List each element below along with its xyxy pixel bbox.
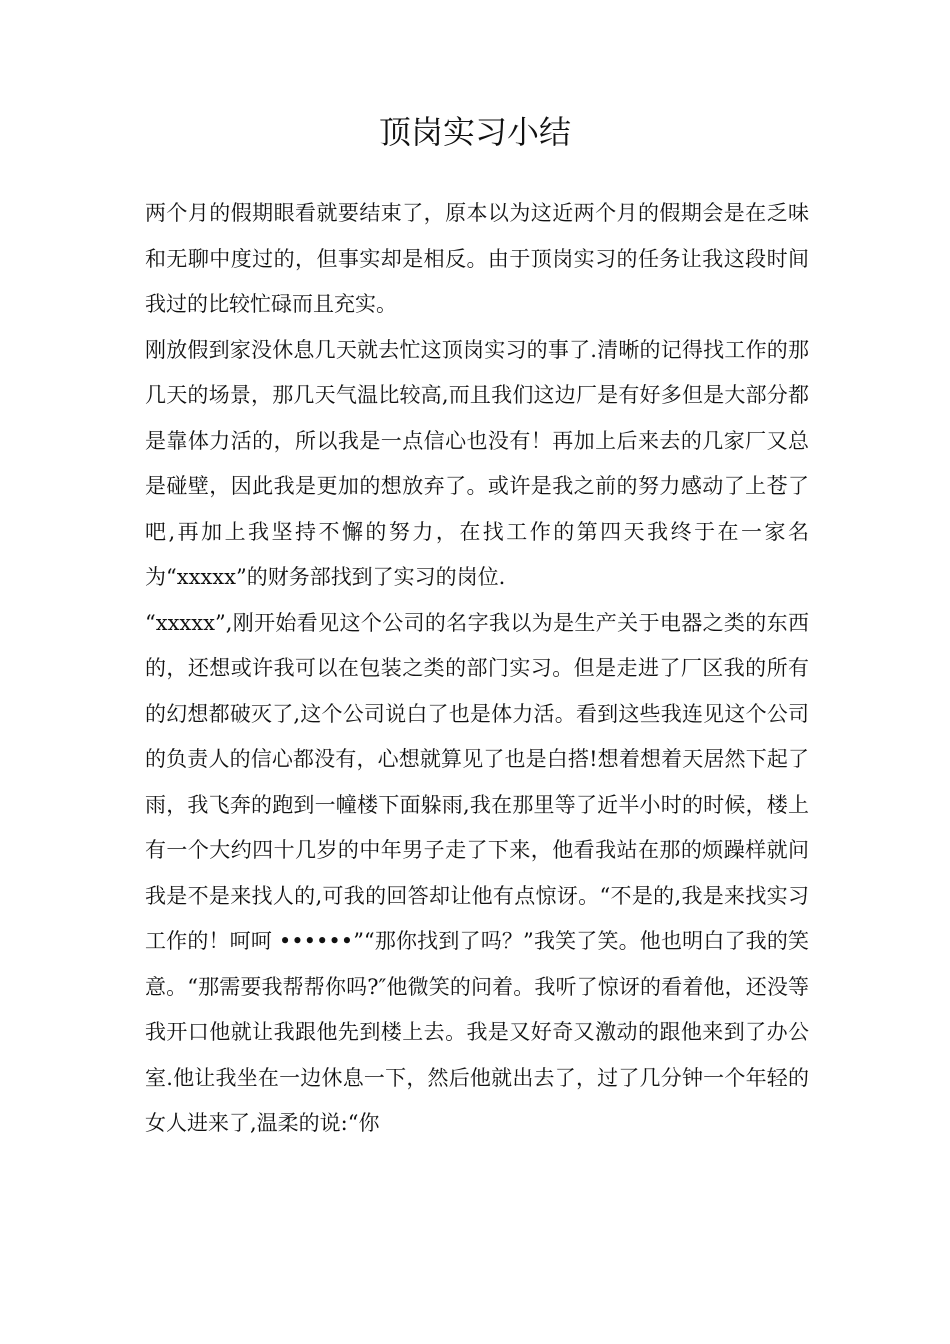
paragraph-2: 刚放假到家没休息几天就去忙这顶岗实习的事了.清晰的记得找工作的那几天的场景，那几天气温比较高,而且我们这边厂是有好多但是大部分都是靠体力活的，所以我是一点信心也没有！再加上后来去的几家厂又总是碰壁，因此我是更加的想放弃了。或许是我之前的努力感动了上苍了吧,再加上我坚持不懈的努力，在找工作的第四天我终于在一家名为“xxxxx”的财务部找到了实习的岗位.: [145, 337, 809, 589]
paragraph-1: 两个月的假期眼看就要结束了，原本以为这近两个月的假期会是在乏味和无聊中度过的，但事实却是相反。由于顶岗实习的任务让我这段时间我过的比较忙碌而且充实。: [145, 201, 809, 316]
paragraph-3: “xxxxx”,刚开始看见这个公司的名字我以为是生产关于电器之类的东西的，还想或许我可以在包装之类的部门实习。但是走进了厂区我的所有的幻想都破灭了,这个公司说白了也是体力活。看到这些我连见这个公司的负责人的信心都没有，心想就算见了也是白搭!想着想着天居然下起了雨，我飞奔的跑到一幢楼下面躲雨,我在那里等了近半小时的时候，楼上有一个大约四十几岁的中年男子走了下来，他看我站在那的烦躁样就问我是不是来找人的,可我的回答却让他有点惊讶。“不是的,我是来找实习工作的！呵呵 ••••••”“那你找到了吗？”我笑了笑。他也明白了我的笑意。“那需要我帮帮你吗?″他微笑的问着。我听了惊讶的看着他，还没等我开口他就让我跟他先到楼上去。我是又好奇又激动的跟他来到了办公室.他让我坐在一边休息一下，然后他就出去了，过了几分钟一个年轻的女人进来了,温柔的说:“你: [145, 610, 809, 1135]
document-body: [145, 191, 809, 1147]
document-title: 顶岗实习小结: [378, 113, 571, 151]
